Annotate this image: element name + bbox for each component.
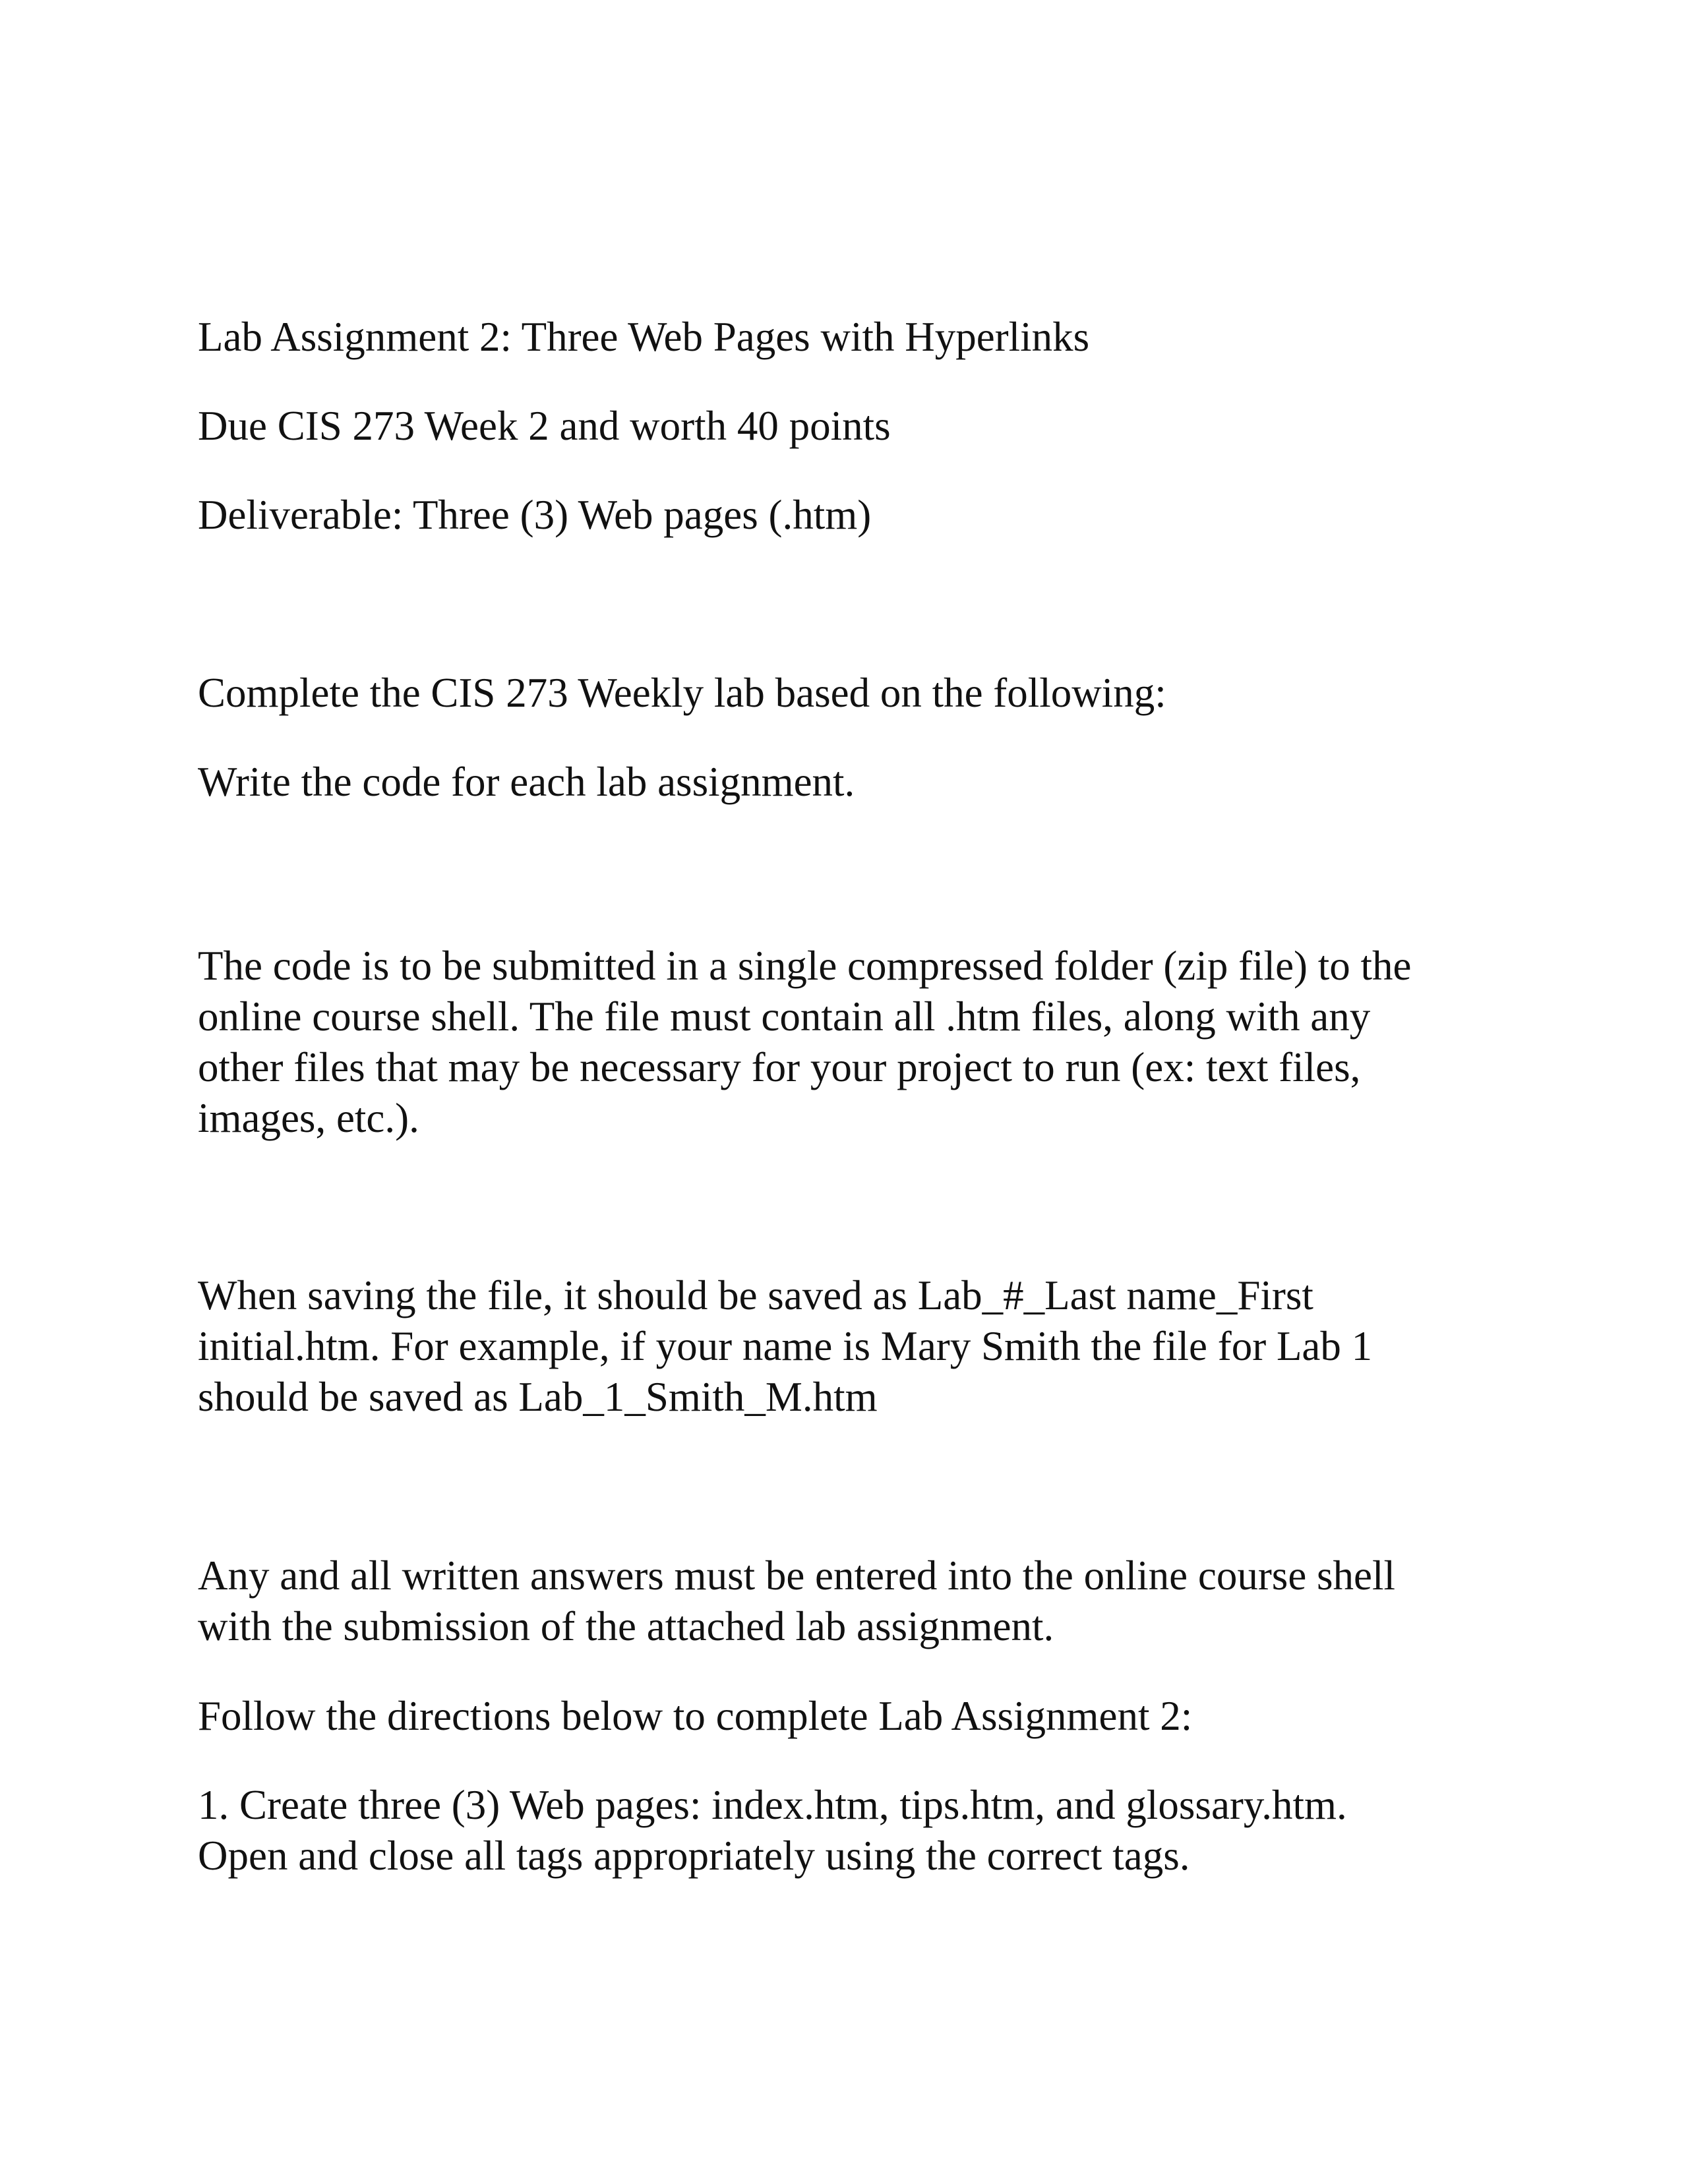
intro-text: Complete the CIS 273 Weekly lab based on the following: [198, 670, 1166, 716]
answers-line: with the submission of the attached lab assignment. [198, 1603, 1054, 1649]
due-line [198, 401, 1517, 452]
deliverable-text: Deliverable: Three (3) Web pages (.htm) [198, 492, 872, 538]
follow-paragraph [198, 1691, 1517, 1742]
title-line: Lab Assignment 2: Three Web Pages with Hyperlinks [198, 314, 1090, 360]
write-code-text: Write the code for each lab assignment. [198, 759, 855, 805]
submission-line: other files that may be necessary for your project to run (ex: text files, [198, 1044, 1361, 1090]
submission-line: online course shell. The file must contain all .htm files, along with any [198, 993, 1371, 1040]
submission-paragraph [198, 941, 1517, 1144]
follow-text: Follow the directions below to complete Lab Assignment 2: [198, 1693, 1193, 1739]
submission-line: The code is to be submitted in a single compressed folder (zip file) to the [198, 943, 1412, 989]
step-1-line: Open and close all tags appropriately using the correct tags. [198, 1833, 1190, 1879]
step-1-line: 1. Create three (3) Web pages: index.htm, tips.htm, and glossary.htm. [198, 1782, 1347, 1828]
due-text: Due CIS 273 Week 2 and worth 40 points [198, 403, 891, 449]
answers-paragraph [198, 1550, 1517, 1652]
write-code-paragraph [198, 757, 1517, 808]
saving-line: initial.htm. For example, if your name is Mary Smith the file for Lab 1 [198, 1323, 1373, 1369]
saving-paragraph [198, 1270, 1517, 1423]
saving-line: When saving the file, it should be saved as Lab_#_Last name_First [198, 1272, 1313, 1318]
step-1-paragraph [198, 1780, 1517, 1881]
intro-paragraph [198, 668, 1517, 719]
document-title [198, 312, 1517, 363]
submission-line: images, etc.). [198, 1095, 419, 1141]
answers-line: Any and all written answers must be entered into the online course shell [198, 1552, 1396, 1599]
saving-line: should be saved as Lab_1_Smith_M.htm [198, 1374, 878, 1420]
deliverable-line [198, 490, 1517, 541]
